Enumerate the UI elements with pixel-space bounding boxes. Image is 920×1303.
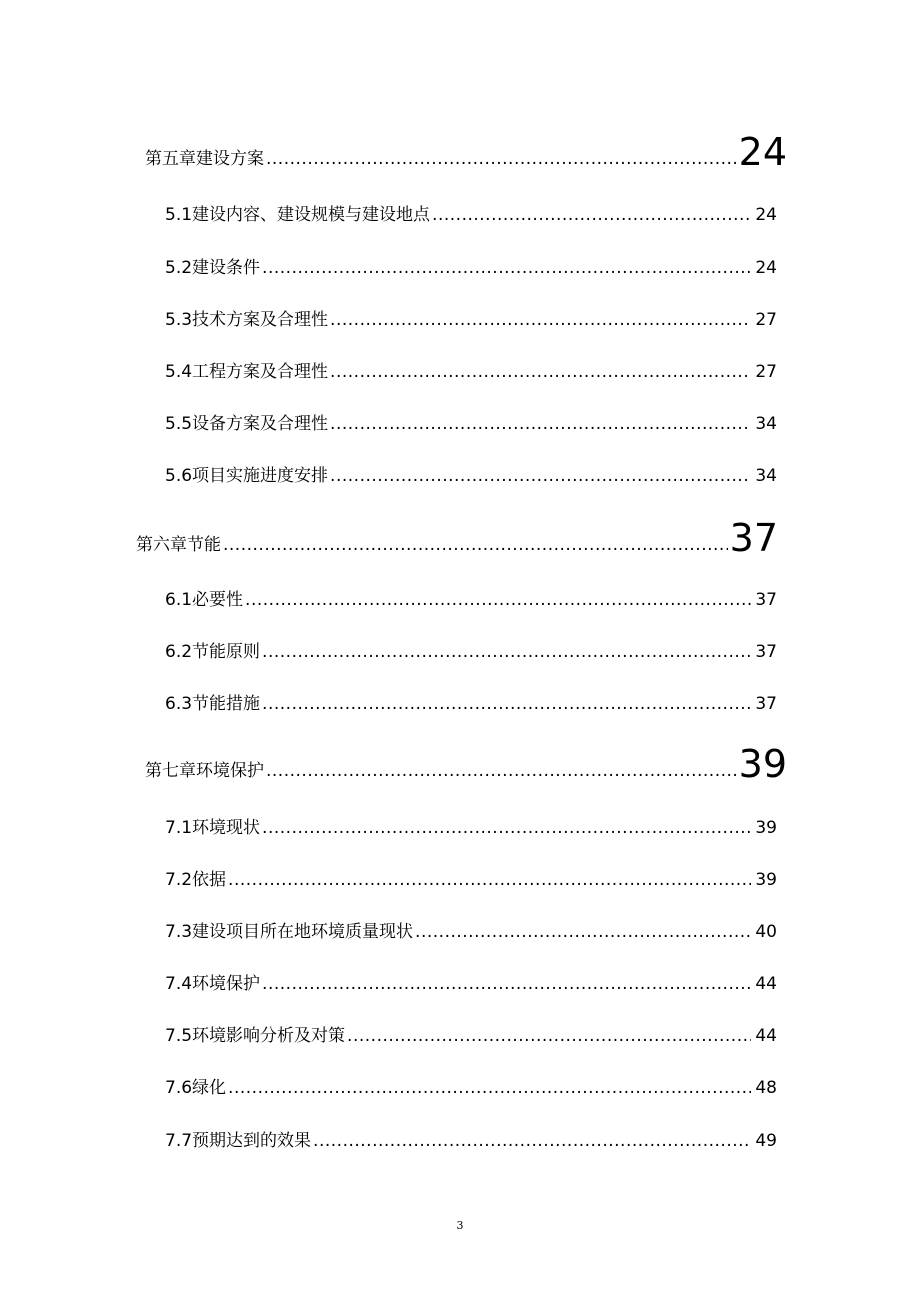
toc-dot-leader <box>313 1131 751 1154</box>
toc-section-7-3[interactable] <box>165 905 777 945</box>
toc-chapter-6[interactable] <box>136 518 778 558</box>
toc-entry-label: 第六章节能 <box>136 535 221 555</box>
toc-dot-leader <box>228 870 751 893</box>
toc-entry-label: 5.5设备方案及合理性 <box>165 414 329 434</box>
toc-entry-label: 6.3节能措施 <box>165 694 261 714</box>
page-number-footer: 3 <box>456 1219 464 1232</box>
toc-entry-label: 7.6绿化 <box>165 1078 227 1098</box>
toc-entry-label: 5.2建设条件 <box>165 258 261 278</box>
toc-section-6-1[interactable] <box>165 573 777 613</box>
toc-page-number: 27 <box>755 310 777 330</box>
toc-page-number: 48 <box>755 1078 777 1098</box>
toc-entry-label: 7.3建设项目所在地环境质量现状 <box>165 922 414 942</box>
toc-section-7-7[interactable] <box>165 1114 777 1154</box>
toc-section-7-4[interactable] <box>165 957 777 997</box>
toc-chapter-5[interactable] <box>145 132 787 172</box>
toc-entry-label: 7.1环境现状 <box>165 818 261 838</box>
toc-page-number: 37 <box>755 694 777 714</box>
toc-page-number: 34 <box>755 466 777 486</box>
toc-entry-label: 5.6项目实施进度安排 <box>165 466 329 486</box>
toc-dot-leader <box>262 818 751 841</box>
toc-section-7-6[interactable] <box>165 1061 777 1101</box>
toc-dot-leader <box>266 149 737 172</box>
toc-section-5-3[interactable] <box>165 293 777 333</box>
toc-section-7-5[interactable] <box>165 1009 777 1049</box>
toc-dot-leader <box>330 362 751 385</box>
toc-dot-leader <box>262 258 751 281</box>
toc-entry-label: 7.2依据 <box>165 870 227 890</box>
toc-dot-leader <box>330 414 751 437</box>
toc-page-number: 37 <box>729 516 778 560</box>
toc-section-5-6[interactable] <box>165 449 777 489</box>
toc-page-number: 49 <box>755 1131 777 1151</box>
toc-page-number: 24 <box>755 258 777 278</box>
toc-dot-leader <box>262 642 751 665</box>
toc-entry-label: 5.3技术方案及合理性 <box>165 310 329 330</box>
toc-section-5-4[interactable] <box>165 345 777 385</box>
toc-dot-leader <box>347 1026 751 1049</box>
toc-page-number: 40 <box>755 922 777 942</box>
toc-section-7-2[interactable] <box>165 853 777 893</box>
toc-page-number: 24 <box>755 205 777 225</box>
toc-chapter-7[interactable] <box>145 744 787 784</box>
toc-entry-label: 7.4环境保护 <box>165 974 261 994</box>
toc-dot-leader <box>262 974 751 997</box>
toc-page-number: 44 <box>755 1026 777 1046</box>
toc-entry-label: 第五章建设方案 <box>145 149 264 169</box>
toc-page-number: 37 <box>755 590 777 610</box>
toc-page-number: 34 <box>755 414 777 434</box>
toc-section-5-2[interactable] <box>165 241 777 281</box>
toc-entry-label: 5.1建设内容、建设规模与建设地点 <box>165 205 431 225</box>
toc-section-5-5[interactable] <box>165 397 777 437</box>
toc-entry-label: 7.7预期达到的效果 <box>165 1131 312 1151</box>
toc-section-7-1[interactable] <box>165 801 777 841</box>
toc-dot-leader <box>262 694 751 717</box>
toc-page-number: 27 <box>755 362 777 382</box>
toc-page-number: 44 <box>755 974 777 994</box>
toc-page-number: 37 <box>755 642 777 662</box>
toc-dot-leader <box>228 1078 751 1101</box>
toc-page-number: 39 <box>755 870 777 890</box>
toc-section-5-1[interactable] <box>165 188 777 228</box>
toc-page-number: 39 <box>755 818 777 838</box>
toc-section-6-2[interactable] <box>165 625 777 665</box>
toc-entry-label: 5.4工程方案及合理性 <box>165 362 329 382</box>
toc-dot-leader <box>245 590 751 613</box>
toc-dot-leader <box>415 922 751 945</box>
toc-entry-label: 7.5环境影响分析及对策 <box>165 1026 346 1046</box>
toc-dot-leader <box>330 310 751 333</box>
toc-entry-label: 6.1必要性 <box>165 590 244 610</box>
toc-page-number: 24 <box>738 130 787 174</box>
toc-dot-leader <box>330 466 751 489</box>
toc-section-6-3[interactable] <box>165 677 777 717</box>
toc-page-number: 39 <box>738 742 787 786</box>
toc-entry-label: 第七章环境保护 <box>145 761 264 781</box>
toc-dot-leader <box>432 205 751 228</box>
toc-entry-label: 6.2节能原则 <box>165 642 261 662</box>
toc-dot-leader <box>223 535 728 558</box>
toc-dot-leader <box>266 761 737 784</box>
